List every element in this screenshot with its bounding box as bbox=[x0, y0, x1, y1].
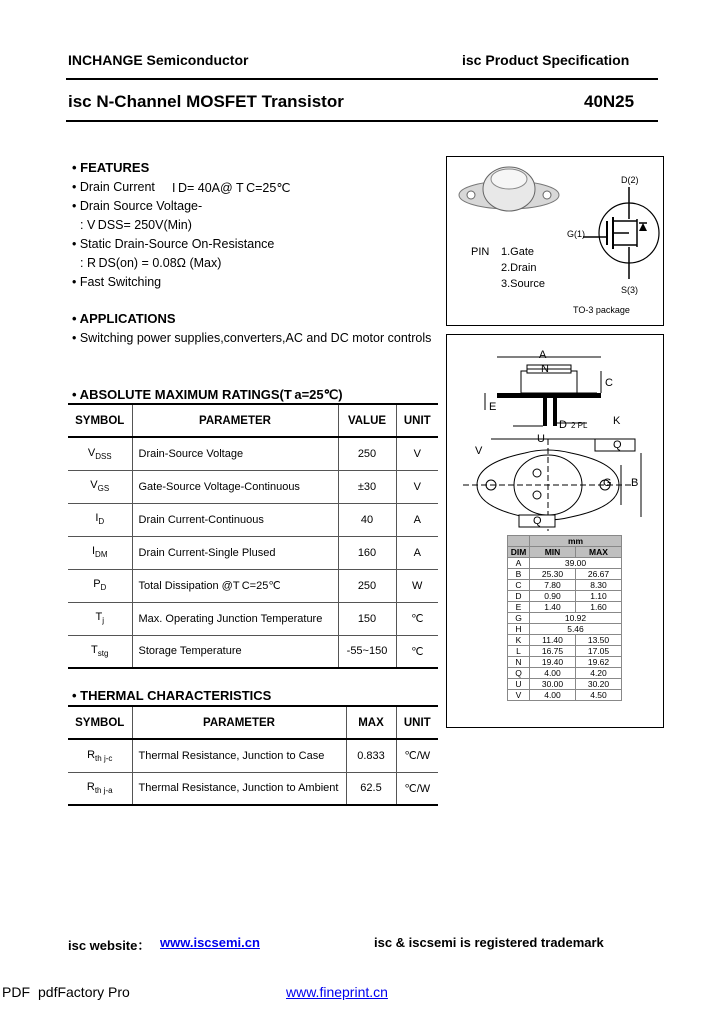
dim-row bbox=[508, 657, 622, 668]
feature-fast-switching: • Fast Switching bbox=[72, 275, 162, 289]
abs-max-parameter: Gate-Source Voltage-Continuous bbox=[132, 470, 338, 503]
dim-min: 4.00 bbox=[530, 690, 576, 701]
dim-max: 30.20 bbox=[576, 679, 622, 690]
abs-max-symbol-sub: DSS bbox=[95, 451, 112, 461]
dim-label-q-bottom: Q bbox=[533, 515, 542, 527]
dim-row bbox=[508, 602, 622, 613]
abs-max-symbol-main: I bbox=[91, 545, 96, 558]
thermal-row bbox=[68, 772, 438, 805]
dimension-table bbox=[507, 535, 622, 701]
thermal-row bbox=[68, 739, 438, 772]
abs-max-symbol-sub: j bbox=[102, 616, 104, 626]
abs-max-symbol-main: V bbox=[90, 479, 98, 492]
abs-max-symbol bbox=[68, 437, 132, 470]
thermal-unit: ℃/W bbox=[396, 772, 438, 805]
part-number: 40N25 bbox=[584, 92, 635, 111]
abs-max-unit: V bbox=[396, 437, 438, 470]
dim-label-q-top: Q bbox=[613, 439, 622, 451]
drain-terminal-label: D(2) bbox=[621, 175, 639, 185]
abs-max-table-wrap bbox=[68, 403, 438, 669]
thermal-symbol bbox=[68, 739, 132, 772]
dim-min: 16.75 bbox=[530, 646, 576, 657]
feature-drain-current: • Drain Current bbox=[72, 180, 155, 194]
abs-max-unit: ℃ bbox=[396, 635, 438, 668]
abs-max-unit: V bbox=[396, 470, 438, 503]
dim-max: 4.20 bbox=[576, 668, 622, 679]
feature-rds-on: • Static Drain-Source On-Resistance bbox=[72, 237, 275, 251]
abs-max-row bbox=[68, 602, 438, 635]
dim-letter: G bbox=[508, 613, 530, 624]
dim-letter: C bbox=[508, 580, 530, 591]
dim-row bbox=[508, 569, 622, 580]
dim-label-c: C bbox=[605, 377, 613, 389]
dim-label-b: B bbox=[631, 477, 639, 489]
dim-row bbox=[508, 624, 622, 635]
abs-max-unit: A bbox=[396, 503, 438, 536]
abs-max-symbol-sub: D bbox=[100, 583, 107, 593]
abs-max-symbol bbox=[68, 602, 132, 635]
dim-letter: D bbox=[508, 591, 530, 602]
abs-max-row bbox=[68, 635, 438, 668]
features-heading: • FEATURES bbox=[72, 160, 150, 175]
outline-drawing bbox=[447, 335, 663, 535]
dim-unit: mm bbox=[530, 536, 622, 547]
dim-letter: U bbox=[508, 679, 530, 690]
dim-label-k: K bbox=[613, 415, 621, 427]
pin-gate: 1.Gate bbox=[501, 246, 535, 258]
header-rule bbox=[66, 78, 658, 80]
dim-label-v: V bbox=[475, 445, 483, 457]
dim-max: 8.30 bbox=[576, 580, 622, 591]
abs-max-symbol-main: I bbox=[95, 512, 99, 525]
website-label: isc website： bbox=[68, 938, 151, 953]
abs-max-symbol-main: T bbox=[95, 611, 103, 624]
col-value: VALUE bbox=[338, 404, 396, 437]
dim-letter: V bbox=[508, 690, 530, 701]
abs-max-value: 160 bbox=[338, 536, 396, 569]
dim-row bbox=[508, 646, 622, 657]
dim-row bbox=[508, 580, 622, 591]
fineprint-link[interactable]: www.fineprint.cn bbox=[286, 984, 388, 1000]
dim-row bbox=[508, 690, 622, 701]
thermal-symbol-sub: th j-c bbox=[95, 753, 113, 763]
thermal-unit: ℃/W bbox=[396, 739, 438, 772]
dim-min: 11.40 bbox=[530, 635, 576, 646]
dim-letter: L bbox=[508, 646, 530, 657]
dim-max: 1.60 bbox=[576, 602, 622, 613]
feature-drain-source-voltage: • Drain Source Voltage- bbox=[72, 199, 203, 213]
applications-line: • Switching power supplies,converters,AC and DC motor controls bbox=[72, 331, 432, 345]
thermal-col-max: MAX bbox=[346, 706, 396, 739]
dim-row bbox=[508, 679, 622, 690]
package-pinout-box bbox=[446, 156, 664, 326]
abs-max-row bbox=[68, 503, 438, 536]
thermal-symbol bbox=[68, 772, 132, 805]
dim-label-2pl: 2 PL bbox=[571, 421, 588, 430]
dim-col-dim: DIM bbox=[508, 547, 530, 558]
abs-max-value: 40 bbox=[338, 503, 396, 536]
thermal-table-wrap bbox=[68, 705, 438, 806]
abs-max-parameter: Total Dissipation @T C=25℃ bbox=[132, 569, 338, 602]
dim-max: 17.05 bbox=[576, 646, 622, 657]
website-link[interactable]: www.iscsemi.cn bbox=[160, 935, 260, 950]
abs-max-symbol bbox=[68, 569, 132, 602]
abs-max-row bbox=[68, 470, 438, 503]
company-name: INCHANGE Semiconductor bbox=[68, 52, 249, 68]
abs-max-symbol-sub: D bbox=[98, 517, 105, 527]
abs-max-parameter: Storage Temperature bbox=[132, 635, 338, 668]
pin-source: 3.Source bbox=[501, 278, 546, 290]
pdffactory-label: pdfFactory Pro bbox=[38, 984, 130, 1000]
abs-max-table bbox=[68, 403, 438, 669]
thermal-symbol-main: R bbox=[87, 748, 96, 761]
dim-label-n: N bbox=[541, 363, 549, 375]
package-name: TO-3 package bbox=[573, 305, 630, 315]
thermal-value: 0.833 bbox=[346, 739, 396, 772]
dim-letter: Q bbox=[508, 668, 530, 679]
dim-col-max: MAX bbox=[576, 547, 622, 558]
abs-max-parameter: Max. Operating Junction Temperature bbox=[132, 602, 338, 635]
dim-label-g: G bbox=[603, 477, 612, 489]
dim-header-blank bbox=[508, 536, 530, 547]
dim-value: 10.92 bbox=[530, 613, 622, 624]
dim-max: 13.50 bbox=[576, 635, 622, 646]
abs-max-value: 250 bbox=[338, 569, 396, 602]
abs-max-symbol bbox=[68, 470, 132, 503]
dim-min: 25.30 bbox=[530, 569, 576, 580]
applications-heading: • APPLICATIONS bbox=[72, 311, 176, 326]
abs-max-symbol-sub: DM bbox=[95, 550, 108, 560]
abs-max-heading: • ABSOLUTE MAXIMUM RATINGS(T a=25℃) bbox=[72, 387, 343, 402]
abs-max-row bbox=[68, 536, 438, 569]
dim-max: 1.10 bbox=[576, 591, 622, 602]
dim-letter: N bbox=[508, 657, 530, 668]
dim-letter: E bbox=[508, 602, 530, 613]
feature-drain-current-value: I D= 40A@ T C=25℃ bbox=[172, 181, 291, 195]
dim-label-a: A bbox=[539, 349, 547, 361]
abs-max-symbol-sub: stg bbox=[97, 649, 109, 659]
thermal-value: 62.5 bbox=[346, 772, 396, 805]
pin-drain: 2.Drain bbox=[501, 262, 537, 274]
col-parameter: PARAMETER bbox=[132, 404, 338, 437]
page-title: isc N-Channel MOSFET Transistor bbox=[68, 92, 344, 111]
abs-max-parameter: Drain Current-Continuous bbox=[132, 503, 338, 536]
abs-max-value: 150 bbox=[338, 602, 396, 635]
trademark-text: isc & iscsemi is registered trademark bbox=[374, 935, 604, 950]
feature-drain-source-voltage-value: : V DSS= 250V(Min) bbox=[80, 218, 192, 232]
dim-min: 7.80 bbox=[530, 580, 576, 591]
abs-max-symbol bbox=[68, 635, 132, 668]
thermal-symbol-main: R bbox=[86, 781, 95, 794]
abs-max-unit: ℃ bbox=[396, 602, 438, 635]
dim-min: 1.40 bbox=[530, 602, 576, 613]
dim-row bbox=[508, 613, 622, 624]
feature-rds-on-value: : R DS(on) = 0.08Ω (Max) bbox=[80, 256, 222, 270]
abs-max-parameter: Drain-Source Voltage bbox=[132, 437, 338, 470]
dimension-drawing-box bbox=[446, 334, 664, 728]
abs-max-unit: A bbox=[396, 536, 438, 569]
pin-label: PIN bbox=[471, 246, 490, 258]
abs-max-symbol bbox=[68, 503, 132, 536]
gate-terminal-label: G(1) bbox=[567, 229, 585, 239]
thermal-parameter: Thermal Resistance, Junction to Case bbox=[132, 739, 346, 772]
dim-min: 0.90 bbox=[530, 591, 576, 602]
dim-max: 4.50 bbox=[576, 690, 622, 701]
dim-min: 4.00 bbox=[530, 668, 576, 679]
abs-max-unit: W bbox=[396, 569, 438, 602]
dim-letter: K bbox=[508, 635, 530, 646]
abs-max-symbol-main: V bbox=[87, 446, 96, 459]
title-rule bbox=[66, 120, 658, 122]
dim-row bbox=[508, 635, 622, 646]
abs-max-row bbox=[68, 569, 438, 602]
source-terminal-label: S(3) bbox=[621, 285, 639, 295]
dim-max: 26.67 bbox=[576, 569, 622, 580]
dimension-table-wrap bbox=[507, 535, 622, 701]
col-symbol: SYMBOL bbox=[68, 404, 132, 437]
dim-min: 30.00 bbox=[530, 679, 576, 690]
dim-row bbox=[508, 558, 622, 569]
thermal-parameter: Thermal Resistance, Junction to Ambient bbox=[132, 772, 346, 805]
thermal-symbol-sub: th j-a bbox=[94, 786, 113, 796]
dim-label-e: E bbox=[489, 401, 497, 413]
abs-max-symbol-sub: GS bbox=[97, 484, 110, 494]
thermal-heading: • THERMAL CHARACTERISTICS bbox=[72, 688, 272, 703]
abs-max-symbol-main: P bbox=[93, 578, 101, 591]
abs-max-value: -55~150 bbox=[338, 635, 396, 668]
pdf-label: PDF bbox=[2, 984, 30, 1000]
abs-max-value: 250 bbox=[338, 437, 396, 470]
abs-max-parameter: Drain Current-Single Plused bbox=[132, 536, 338, 569]
dim-value: 39.00 bbox=[530, 558, 622, 569]
thermal-col-parameter: PARAMETER bbox=[132, 706, 346, 739]
dim-min: 19.40 bbox=[530, 657, 576, 668]
thermal-col-unit: UNIT bbox=[396, 706, 438, 739]
dim-value: 5.46 bbox=[530, 624, 622, 635]
abs-max-row bbox=[68, 437, 438, 470]
spec-label: isc Product Specification bbox=[462, 52, 630, 68]
abs-max-symbol-main: T bbox=[91, 644, 98, 657]
dim-label-d: D bbox=[559, 419, 567, 431]
dim-row bbox=[508, 668, 622, 679]
dim-row bbox=[508, 591, 622, 602]
dim-label-u: U bbox=[537, 433, 545, 445]
col-unit: UNIT bbox=[396, 404, 438, 437]
thermal-table bbox=[68, 705, 438, 806]
thermal-col-symbol: SYMBOL bbox=[68, 706, 132, 739]
dim-col-min: MIN bbox=[530, 547, 576, 558]
dim-max: 19.62 bbox=[576, 657, 622, 668]
dim-letter: B bbox=[508, 569, 530, 580]
dim-letter: A bbox=[508, 558, 530, 569]
abs-max-value: ±30 bbox=[338, 470, 396, 503]
abs-max-symbol bbox=[68, 536, 132, 569]
dim-letter: H bbox=[508, 624, 530, 635]
